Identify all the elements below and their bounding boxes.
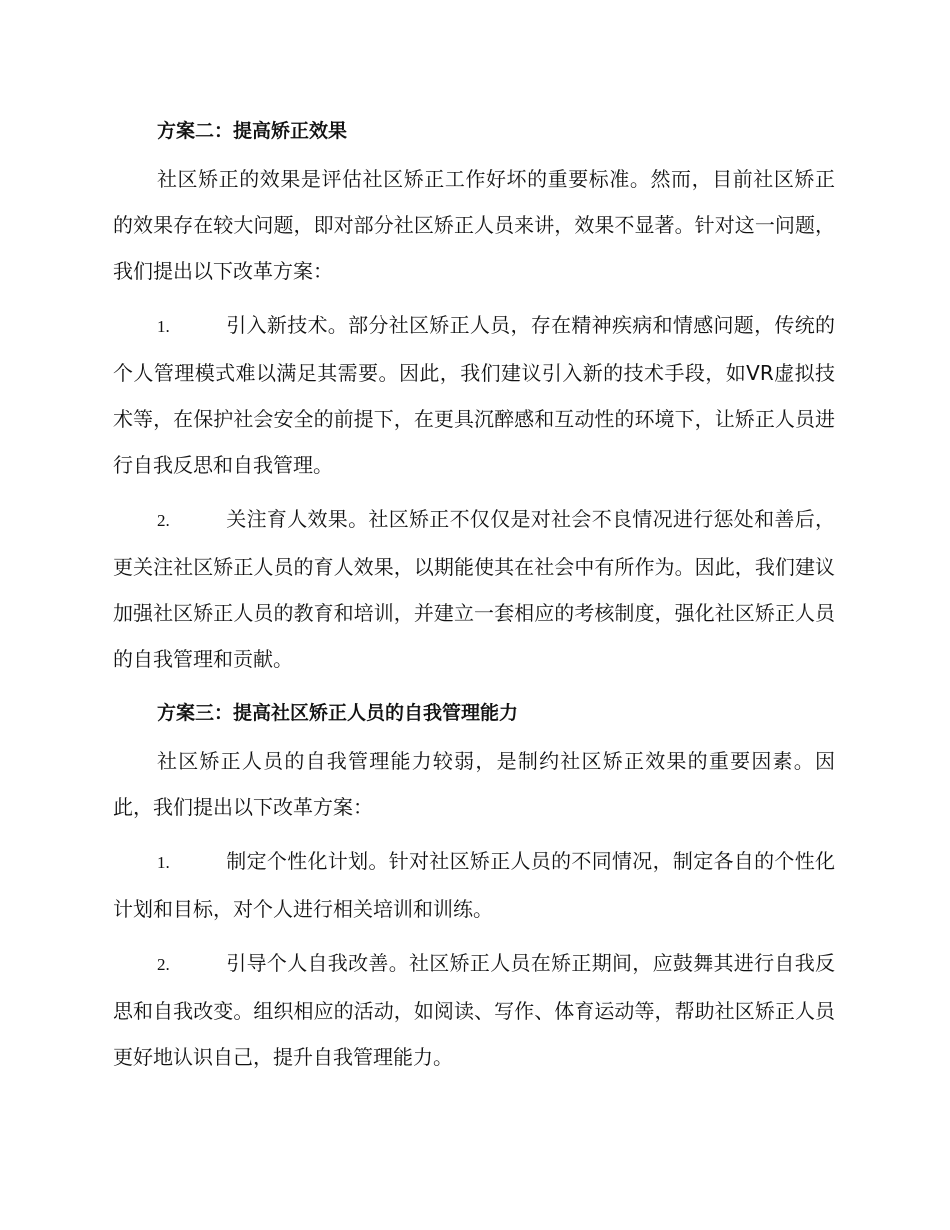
document-page (113, 108, 835, 1088)
list-item-number: 1. (157, 853, 170, 872)
list-item-number: 1. (157, 317, 170, 336)
list-item-text: 关注育人效果。社区矫正不仅仅是对社会不良情况进行惩处和善后，更关注社区矫正人员的育人效果，以期能使其在社会中有所作为。因此，我们建议加强社区矫正人员的教育和培训，并建立一套相应的考核制度，强化社区矫正人员的自我管理和贡献。 (113, 507, 835, 671)
section-intro: 社区矫正人员的自我管理能力较弱，是制约社区矫正效果的重要因素。因此，我们提出以下改革方案： (113, 749, 835, 819)
list-item-number: 2. (157, 955, 170, 974)
list-item (113, 496, 835, 682)
list-item-number: 2. (157, 511, 170, 530)
list-item-text: 引导个人自我改善。社区矫正人员在矫正期间，应鼓舞其进行自我反思和自我改变。组织相应的活动，如阅读、写作、体育运动等，帮助社区矫正人员更好地认识自己，提升自我管理能力。 (113, 951, 835, 1069)
list-item (113, 838, 835, 932)
list-item (113, 940, 835, 1080)
list-item-text: 引入新技术。部分社区矫正人员，存在精神疾病和情感问题，传统的个人管理模式难以满足其需要。因此，我们建议引入新的技术手段，如VR虚拟技术等，在保护社会安全的前提下，在更具沉醉感和互动性的环境下，让矫正人员进行自我反思和自我管理。 (113, 313, 835, 477)
section-heading: 方案二：提高矫正效果 (157, 120, 348, 142)
list-item-text: 制定个性化计划。针对社区矫正人员的不同情况，制定各自的个性化计划和目标，对个人进行相关培训和训练。 (113, 849, 835, 921)
section-heading: 方案三：提高社区矫正人员的自我管理能力 (157, 702, 519, 724)
list-item (113, 302, 835, 488)
section-intro: 社区矫正的效果是评估社区矫正工作好坏的重要标准。然而，目前社区矫正的效果存在较大问题，即对部分社区矫正人员来讲，效果不显著。针对这一问题，我们提出以下改革方案： (113, 167, 835, 283)
